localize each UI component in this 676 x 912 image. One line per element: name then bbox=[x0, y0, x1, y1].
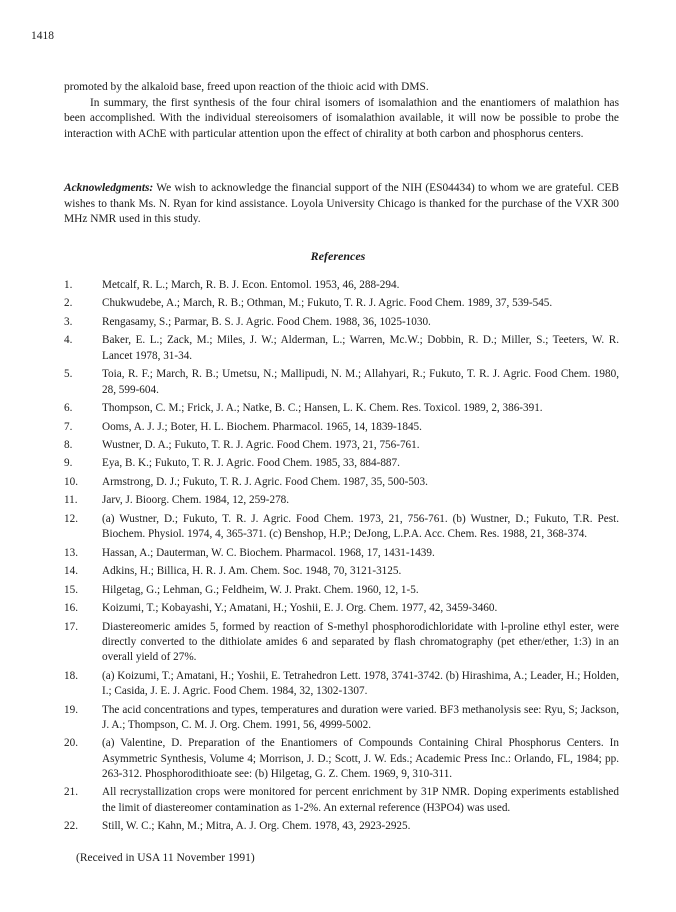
reference-text: Chukwudebe, A.; March, R. B.; Othman, M.; Fukuto, T. R. J. Agric. Food Chem. 1989, 37, 539-545. bbox=[102, 297, 553, 310]
references-heading: References bbox=[310, 249, 366, 263]
reference-text: Armstrong, D. J.; Fukuto, T. R. J. Agric. Food Chem. 1987, 35, 500-503. bbox=[102, 475, 428, 488]
reference-number: 2. bbox=[64, 297, 73, 310]
reference-number: 11. bbox=[64, 494, 78, 507]
received-date: (Received in USA 11 November 1991) bbox=[76, 852, 255, 864]
reference-number: 8. bbox=[64, 438, 73, 451]
acknowledgments-text: We wish to acknowledge the financial support of the NIH (ES04434) to whom we are grateful. CEB wishes to thank Ms. N. Ryan for kind assistance. Loyola University Chicago is thanked for the purchase of the VXR 300 MHz NMR used in this study. bbox=[64, 182, 619, 226]
reference-item bbox=[64, 315, 619, 330]
reference-text: (a) Valentine, D. Preparation of the Enantiomers of Compounds Containing Chiral Phosphorus Centers. In Asymmetric Synthesis, Volume 4; Morrison, J. D.; Scott, J. W. Eds.; Academic Press Inc.: Orlando, FL, 1984; pp. 263-312. Phosphorodithioate see: (b) Hilgetag, G. Z. Chem. 1969, 9, 310-311. bbox=[102, 737, 619, 780]
acknowledgments-heading: Acknowledgments: bbox=[64, 182, 154, 194]
reference-number: 17. bbox=[64, 620, 78, 633]
reference-item bbox=[64, 736, 619, 782]
reference-list bbox=[64, 278, 619, 838]
reference-text: Toia, R. F.; March, R. B.; Umetsu, N.; Mallipudi, N. M.; Allahyari, R.; Fukuto, T. R. J. Agric. Food Chem. 1980, 28, 599-604. bbox=[102, 368, 619, 396]
reference-number: 15. bbox=[64, 583, 78, 596]
reference-item bbox=[64, 278, 619, 293]
reference-text: Still, W. C.; Kahn, M.; Mitra, A. J. Org. Chem. 1978, 43, 2923-2925. bbox=[102, 820, 411, 833]
reference-text: Adkins, H.; Billica, H. R. J. Am. Chem. Soc. 1948, 70, 3121-3125. bbox=[102, 565, 402, 578]
reference-item bbox=[64, 438, 619, 453]
reference-text: Metcalf, R. L.; March, R. B. J. Econ. Entomol. 1953, 46, 288-294. bbox=[102, 279, 400, 291]
reference-number: 10. bbox=[64, 475, 78, 488]
reference-text: Rengasamy, S.; Parmar, B. S. J. Agric. Food Chem. 1988, 36, 1025-1030. bbox=[102, 315, 431, 328]
reference-number: 9. bbox=[64, 457, 73, 470]
reference-number: 14. bbox=[64, 565, 78, 578]
reference-item bbox=[64, 564, 619, 579]
conclusion-text bbox=[64, 80, 619, 142]
reference-item bbox=[64, 819, 619, 834]
reference-number: 3. bbox=[64, 315, 73, 328]
reference-item bbox=[64, 785, 619, 816]
reference-number: 12. bbox=[64, 512, 78, 525]
reference-item bbox=[64, 669, 619, 700]
reference-text: Wustner, D. A.; Fukuto, T. R. J. Agric. Food Chem. 1973, 21, 756-761. bbox=[102, 438, 420, 451]
reference-item bbox=[64, 703, 619, 734]
reference-number: 4. bbox=[64, 334, 73, 347]
reference-text: Hassan, A.; Dauterman, W. C. Biochem. Pharmacol. 1968, 17, 1431-1439. bbox=[102, 546, 435, 559]
reference-text: (a) Wustner, D.; Fukuto, T. R. J. Agric. Food Chem. 1973, 21, 756-761. (b) Wustner, D.; Fukuto, T.R. Pest. Biochem. Physiol. 1974, 4, 365-371. (c) Benshop, H.P.; DeJong, L.P.A. Acc. Chem. Res. 1988, 21, 368-374. bbox=[102, 512, 619, 541]
reference-text: The acid concentrations and types, temperatures and duration were varied. BF3 methanolysis see: Ryu, S; Jackson, J. A.; Thompson, C. M. J. Org. Chem. 1991, 56, 4999-5002. bbox=[102, 703, 619, 731]
page-number: 1418 bbox=[31, 30, 54, 42]
reference-number: 18. bbox=[64, 669, 78, 682]
reference-item bbox=[64, 420, 619, 435]
reference-item bbox=[64, 601, 619, 616]
reference-text: Eya, B. K.; Fukuto, T. R. J. Agric. Food Chem. 1985, 33, 884-887. bbox=[102, 457, 400, 470]
reference-text: Ooms, A. J. J.; Boter, H. L. Biochem. Pharmacol. 1965, 14, 1839-1845. bbox=[102, 420, 422, 433]
reference-item bbox=[64, 475, 619, 490]
reference-number: 7. bbox=[64, 420, 73, 433]
reference-number: 5. bbox=[64, 368, 73, 381]
reference-text: Diastereomeric amides 5, formed by reaction of S-methyl phosphorodichloridate with l-proline ethyl ester, were directly converted to the dithiolate amides 6 and separated by flash chromatography (pet ether/ether, 1:3) in an overall yield of 27%. bbox=[102, 620, 619, 664]
reference-item bbox=[64, 333, 619, 364]
summary-paragraph: In summary, the first synthesis of the four chiral isomers of isomalathion and the enantiomers of malathion has been accomplished. With the individual stereoisomers of isomalathion available, it will now be possible to probe the interaction with AChE with particular attention upon the effect of chirality at both carbon and phosphorus centers. bbox=[64, 96, 619, 140]
reference-item bbox=[64, 512, 619, 543]
reference-number: 20. bbox=[64, 737, 78, 750]
reference-text: Thompson, C. M.; Frick, J. A.; Natke, B. C.; Hansen, L. K. Chem. Res. Toxicol. 1989, 2, 386-391. bbox=[102, 402, 543, 415]
reference-text: Hilgetag, G.; Lehman, G.; Feldheim, W. J. Prakt. Chem. 1960, 12, 1-5. bbox=[102, 583, 419, 596]
reference-text: Baker, E. L.; Zack, M.; Miles, J. W.; Alderman, L.; Warren, Mc.W.; Dobbin, R. D.; Miller, S.; Teeters, W. R. Lancet 1978, 31-34. bbox=[102, 334, 619, 362]
reference-item bbox=[64, 546, 619, 561]
reference-number: 19. bbox=[64, 703, 78, 716]
reference-text: All recrystallization crops were monitored for percent enrichment by 31P NMR. Doping experiments established the limit of diastereomer contamination as 1-2%. An external reference (H3PO4) was used. bbox=[102, 786, 619, 814]
reference-item bbox=[64, 367, 619, 398]
reference-number: 1. bbox=[64, 279, 73, 291]
reference-item bbox=[64, 620, 619, 666]
reference-item bbox=[64, 583, 619, 598]
reference-number: 21. bbox=[64, 786, 78, 799]
reference-text: (a) Koizumi, T.; Amatani, H.; Yoshii, E. Tetrahedron Lett. 1978, 3741-3742. (b) Hirashima, A.; Leader, H.; Holden, I.; Casida, J. E. J. Agric. Food Chem. 1984, 32, 1302-1307. bbox=[102, 669, 619, 698]
reference-item bbox=[64, 401, 619, 416]
reference-text: Jarv, J. Bioorg. Chem. 1984, 12, 259-278. bbox=[102, 494, 290, 507]
reference-item bbox=[64, 456, 619, 471]
reference-item bbox=[64, 493, 619, 508]
continuation-paragraph: promoted by the alkaloid base, freed upon reaction of the thioic acid with DMS. bbox=[64, 81, 429, 93]
acknowledgments-paragraph bbox=[64, 181, 619, 228]
reference-number: 16. bbox=[64, 602, 78, 615]
reference-number: 13. bbox=[64, 546, 78, 559]
reference-text: Koizumi, T.; Kobayashi, Y.; Amatani, H.; Yoshii, E. J. Org. Chem. 1977, 42, 3459-3460. bbox=[102, 602, 498, 615]
reference-number: 22. bbox=[64, 820, 78, 833]
reference-item bbox=[64, 296, 619, 311]
reference-number: 6. bbox=[64, 402, 73, 415]
